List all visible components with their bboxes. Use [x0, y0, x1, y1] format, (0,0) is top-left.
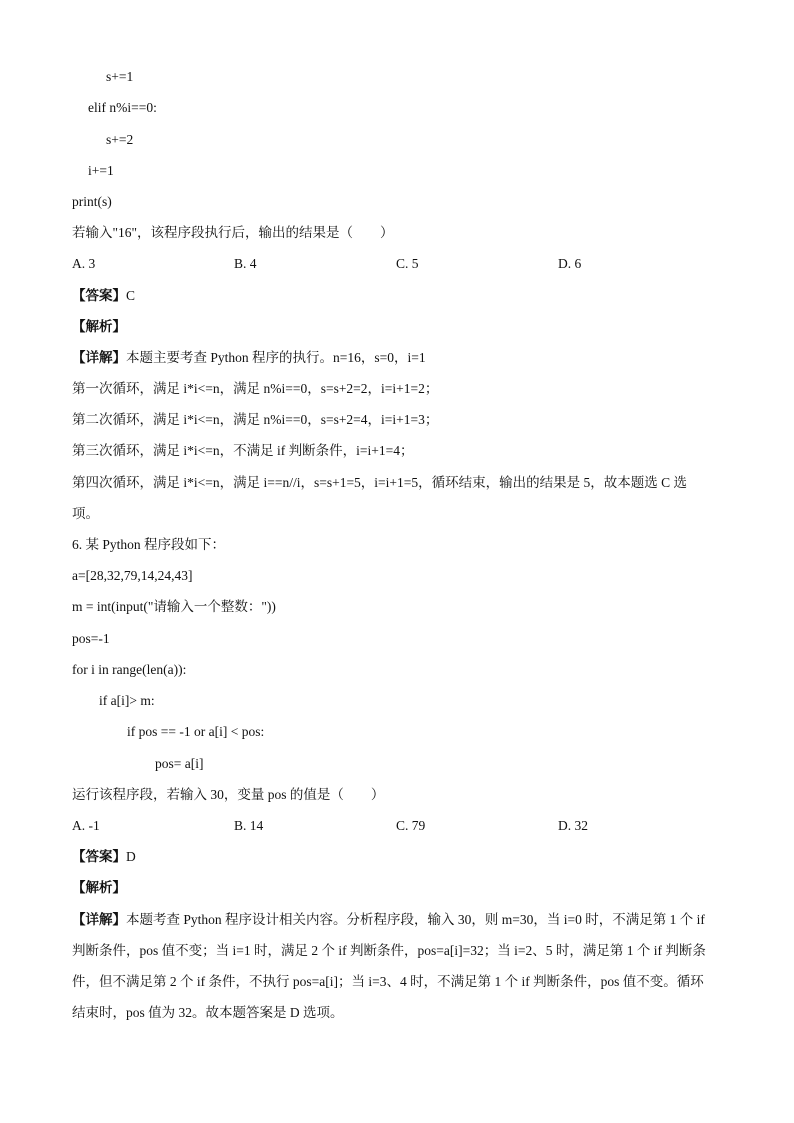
- detail-text: 本题考查 Python 程序设计相关内容。分析程序段，输入 30，则 m=30，当 i=0 时，不满足第 1 个 if 判断条件，pos 值不变；当 i=1 时，满足 2 个 if 判断条件，pos=a[i]=32；当 i=2、5 时，满足第 1 个 if 判断条件，但不满足第 2 个 if 条件，不执行 pos=a[i]；当 i=3、4 时，不满足第 1 个 if 判断条件，pos 值不变。循环结束时，pos 值为 32。故本题答案是 D 选项。: [72, 912, 706, 1020]
- code-line: if a[i]> m:: [99, 693, 155, 708]
- detail-line: 第三次循环，满足 i*i<=n，不满足 if 判断条件，i=i+1=4；: [72, 443, 414, 458]
- detail-tag: 【详解】: [72, 912, 126, 927]
- option-c: C. 5: [396, 256, 419, 271]
- option-a: A. 3: [72, 256, 96, 271]
- answer-value: D: [126, 849, 136, 864]
- answer-tag: 【答案】: [72, 288, 126, 303]
- detail-paragraph: [72, 904, 712, 1028]
- code-line: if pos == -1 or a[i] < pos:: [127, 724, 265, 739]
- code-line: m = int(input("请输入一个整数：")): [72, 599, 276, 614]
- code-line: a=[28,32,79,14,24,43]: [72, 568, 193, 583]
- option-d: D. 32: [558, 818, 588, 833]
- code-line: s+=1: [106, 69, 134, 84]
- question-stem: 若输入"16"，该程序段执行后，输出的结果是（ ）: [72, 225, 394, 240]
- code-line: pos= a[i]: [155, 756, 204, 771]
- option-b: B. 4: [234, 256, 257, 271]
- detail-text: 本题主要考查 Python 程序的执行。n=16，s=0，i=1: [126, 350, 426, 365]
- answer-line: [72, 287, 135, 305]
- option-b: B. 14: [234, 818, 264, 833]
- detail-line: 第一次循环，满足 i*i<=n，满足 n%i==0，s=s+2=2，i=i+1=2；: [72, 381, 439, 396]
- analysis-tag: 【解析】: [72, 319, 126, 334]
- option-d: D. 6: [558, 256, 582, 271]
- detail-tag: 【详解】: [72, 350, 126, 365]
- detail-line: 第二次循环，满足 i*i<=n，满足 n%i==0，s=s+2=4，i=i+1=3；: [72, 412, 439, 427]
- option-a: A. -1: [72, 818, 100, 833]
- detail-line: 项。: [72, 506, 99, 521]
- code-line: pos=-1: [72, 631, 110, 646]
- answer-line: [72, 848, 136, 866]
- code-line: elif n%i==0:: [88, 100, 157, 115]
- code-line: for i in range(len(a)):: [72, 662, 187, 677]
- detail-line: [72, 349, 426, 367]
- answer-tag: 【答案】: [72, 849, 126, 864]
- question-title: 6. 某 Python 程序段如下：: [72, 537, 226, 552]
- question-stem: 运行该程序段，若输入 30，变量 pos 的值是（ ）: [72, 787, 385, 802]
- detail-line: 第四次循环，满足 i*i<=n，满足 i==n//i，s=s+1=5，i=i+1=5，循环结束，输出的结果是 5，故本题选 C 选: [72, 475, 688, 490]
- analysis-tag: 【解析】: [72, 880, 126, 895]
- option-c: C. 79: [396, 818, 426, 833]
- answer-value: C: [126, 288, 136, 303]
- code-line: s+=2: [106, 132, 134, 147]
- code-line: print(s): [72, 194, 112, 209]
- code-line: i+=1: [88, 163, 114, 178]
